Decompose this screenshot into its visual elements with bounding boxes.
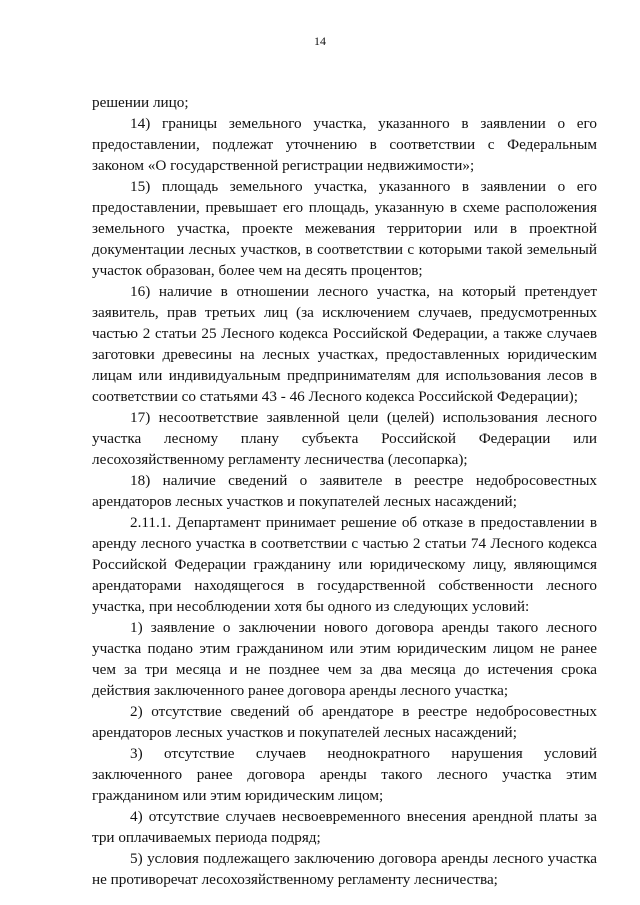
document-body bbox=[92, 92, 597, 890]
paragraph: 1) заявление о заключении нового договора аренды такого лесного участка подано этим гражданином или этим юридическим лицом не ранее чем за три месяца и не позднее чем за два месяца до истечения срока действия заключенного ранее договора аренды лесного участка; bbox=[92, 619, 597, 699]
page-number: 14 bbox=[314, 34, 326, 48]
paragraph: 18) наличие сведений о заявителе в реестре недобросовестных арендаторов лесных участков и покупателей лесных насаждений; bbox=[92, 472, 597, 510]
paragraph: 2) отсутствие сведений об арендаторе в реестре недобросовестных арендаторов лесных участков и покупателей лесных насаждений; bbox=[92, 703, 597, 741]
paragraph: 2.11.1. Департамент принимает решение об отказе в предоставлении в аренду лесного участка в соответствии с частью 2 статьи 74 Лесного кодекса Российской Федерации гражданину или юридическому лицу, являющимся арендаторами находящегося в государственной собственности лесного участка, при несоблюдении хотя бы одного из следующих условий: bbox=[92, 514, 597, 615]
paragraph: 4) отсутствие случаев несвоевременного внесения арендной платы за три оплачиваемых периода подряд; bbox=[92, 808, 597, 846]
paragraph: 5) условия подлежащего заключению договора аренды лесного участка не противоречат лесохозяйственному регламенту лесничества; bbox=[92, 850, 597, 888]
paragraph: 16) наличие в отношении лесного участка, на который претендует заявитель, прав третьих лиц (за исключением случаев, предусмотренных частью 2 статьи 25 Лесного кодекса Российской Федерации, а также случаев заготовки древесины на лесных участках, предоставленных юридическим лицам или индивидуальным предпринимателям для использования лесов в соответствии со статьями 43 - 46 Лесного кодекса Российской Федерации); bbox=[92, 283, 597, 405]
paragraph: 15) площадь земельного участка, указанного в заявлении о его предоставлении, превышает его площадь, указанную в схеме расположения земельного участка, проекте межевания территории или в проектной документации лесных участков, в соответствии с которыми такой земельный участок образован, более чем на десять процентов; bbox=[92, 178, 597, 279]
paragraph: 17) несоответствие заявленной цели (целей) использования лесного участка лесному плану субъекта Российской Федерации или лесохозяйственному регламенту лесничества (лесопарка); bbox=[92, 409, 597, 468]
paragraph: 14) границы земельного участка, указанного в заявлении о его предоставлении, подлежат уточнению в соответствии с Федеральным законом «О государственной регистрации недвижимости»; bbox=[92, 115, 597, 174]
paragraph: решении лицо; bbox=[92, 94, 189, 111]
paragraph: 3) отсутствие случаев неоднократного нарушения условий заключенного ранее договора аренды такого лесного участка этим гражданином или этим юридическим лицом; bbox=[92, 745, 597, 804]
